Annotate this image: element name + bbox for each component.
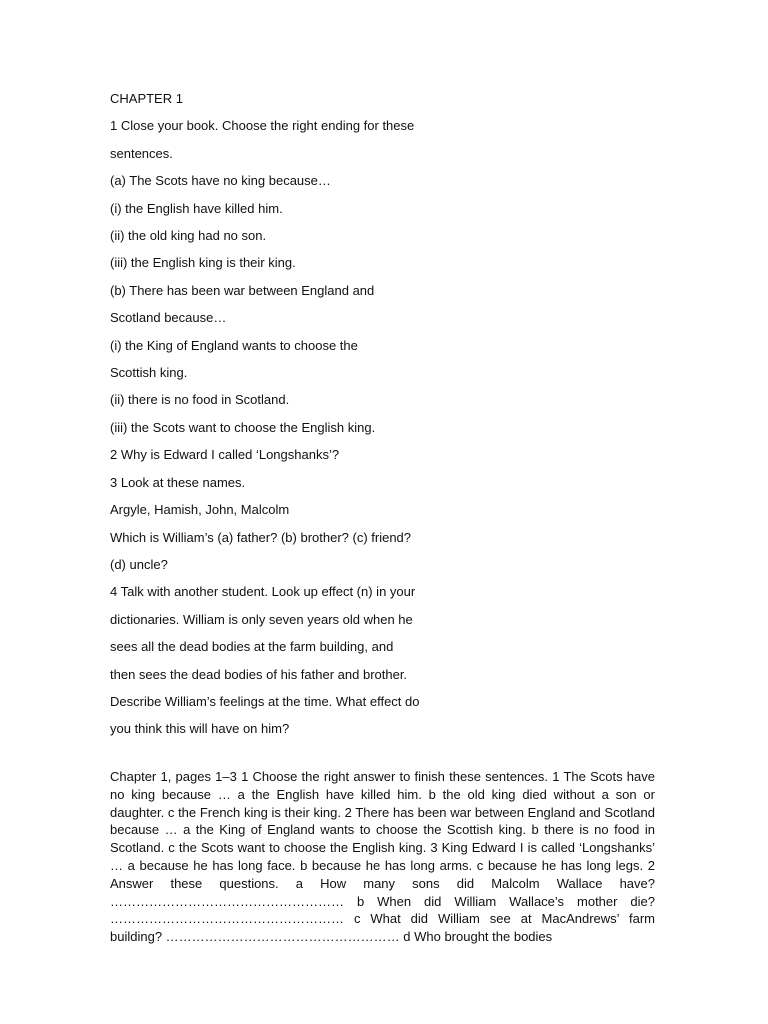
text-line: (iii) the English king is their king. bbox=[110, 255, 296, 271]
text-line: Scotland because… bbox=[110, 310, 227, 326]
text-line: then sees the dead bodies of his father and brother. bbox=[110, 666, 408, 682]
text-line: Scottish king. bbox=[110, 365, 188, 381]
text-line: sees all the dead bodies at the farm building, and bbox=[110, 639, 394, 655]
chapter-heading: CHAPTER 1 bbox=[110, 91, 183, 106]
text-line: sentences. bbox=[110, 145, 173, 161]
text-line: 3 Look at these names. bbox=[110, 474, 246, 490]
text-line: you think this will have on him? bbox=[110, 721, 290, 737]
text-line: (iii) the Scots want to choose the English king. bbox=[110, 419, 376, 435]
text-line: 2 Why is Edward I called ‘Longshanks’? bbox=[110, 447, 340, 463]
text-line: (d) uncle? bbox=[110, 556, 168, 572]
text-line: (a) The Scots have no king because… bbox=[110, 173, 331, 189]
text-line: Describe William’s feelings at the time. What effect do bbox=[110, 693, 420, 709]
text-line: Which is William’s (a) father? (b) brother? (c) friend? bbox=[110, 529, 412, 545]
text-line: dictionaries. William is only seven years old when he bbox=[110, 611, 413, 627]
text-line: Argyle, Hamish, John, Malcolm bbox=[110, 502, 290, 518]
chapter-exercise-list bbox=[110, 85, 670, 743]
text-line: 1 Close your book. Choose the right ending for these bbox=[110, 118, 415, 134]
text-line: (ii) the old king had no son. bbox=[110, 228, 267, 244]
text-line: 4 Talk with another student. Look up effect (n) in your bbox=[110, 584, 416, 600]
text-line: (i) the King of England wants to choose the bbox=[110, 337, 358, 353]
chapter-questions-paragraph: Chapter 1, pages 1–3 1 Choose the right answer to finish these sentences. 1 The Scots have no king because … a the English have killed him. b the old king died without a son or daughter. c the French king is their king. 2 There has been war between England and Scotland because … a the King of England wants to choose the Scottish king. b there is no food in Scotland. c the Scots want to choose the English king. 3 King Edward I is called ‘Longshanks’ … a because he has long face. b because he has long arms. c because he has long legs. 2 Answer these questions. a How many sons did Malcolm Wallace have? ……………………………………………… b When did William Wallace’s mother die? ……………………………………………… c What did William see at MacAndrews’ farm building? ……………………………………………… d Who brought the bodies bbox=[110, 769, 655, 945]
text-line: (ii) there is no food in Scotland. bbox=[110, 392, 290, 408]
text-line: (i) the English have killed him. bbox=[110, 200, 283, 216]
text-line: (b) There has been war between England and bbox=[110, 282, 375, 298]
